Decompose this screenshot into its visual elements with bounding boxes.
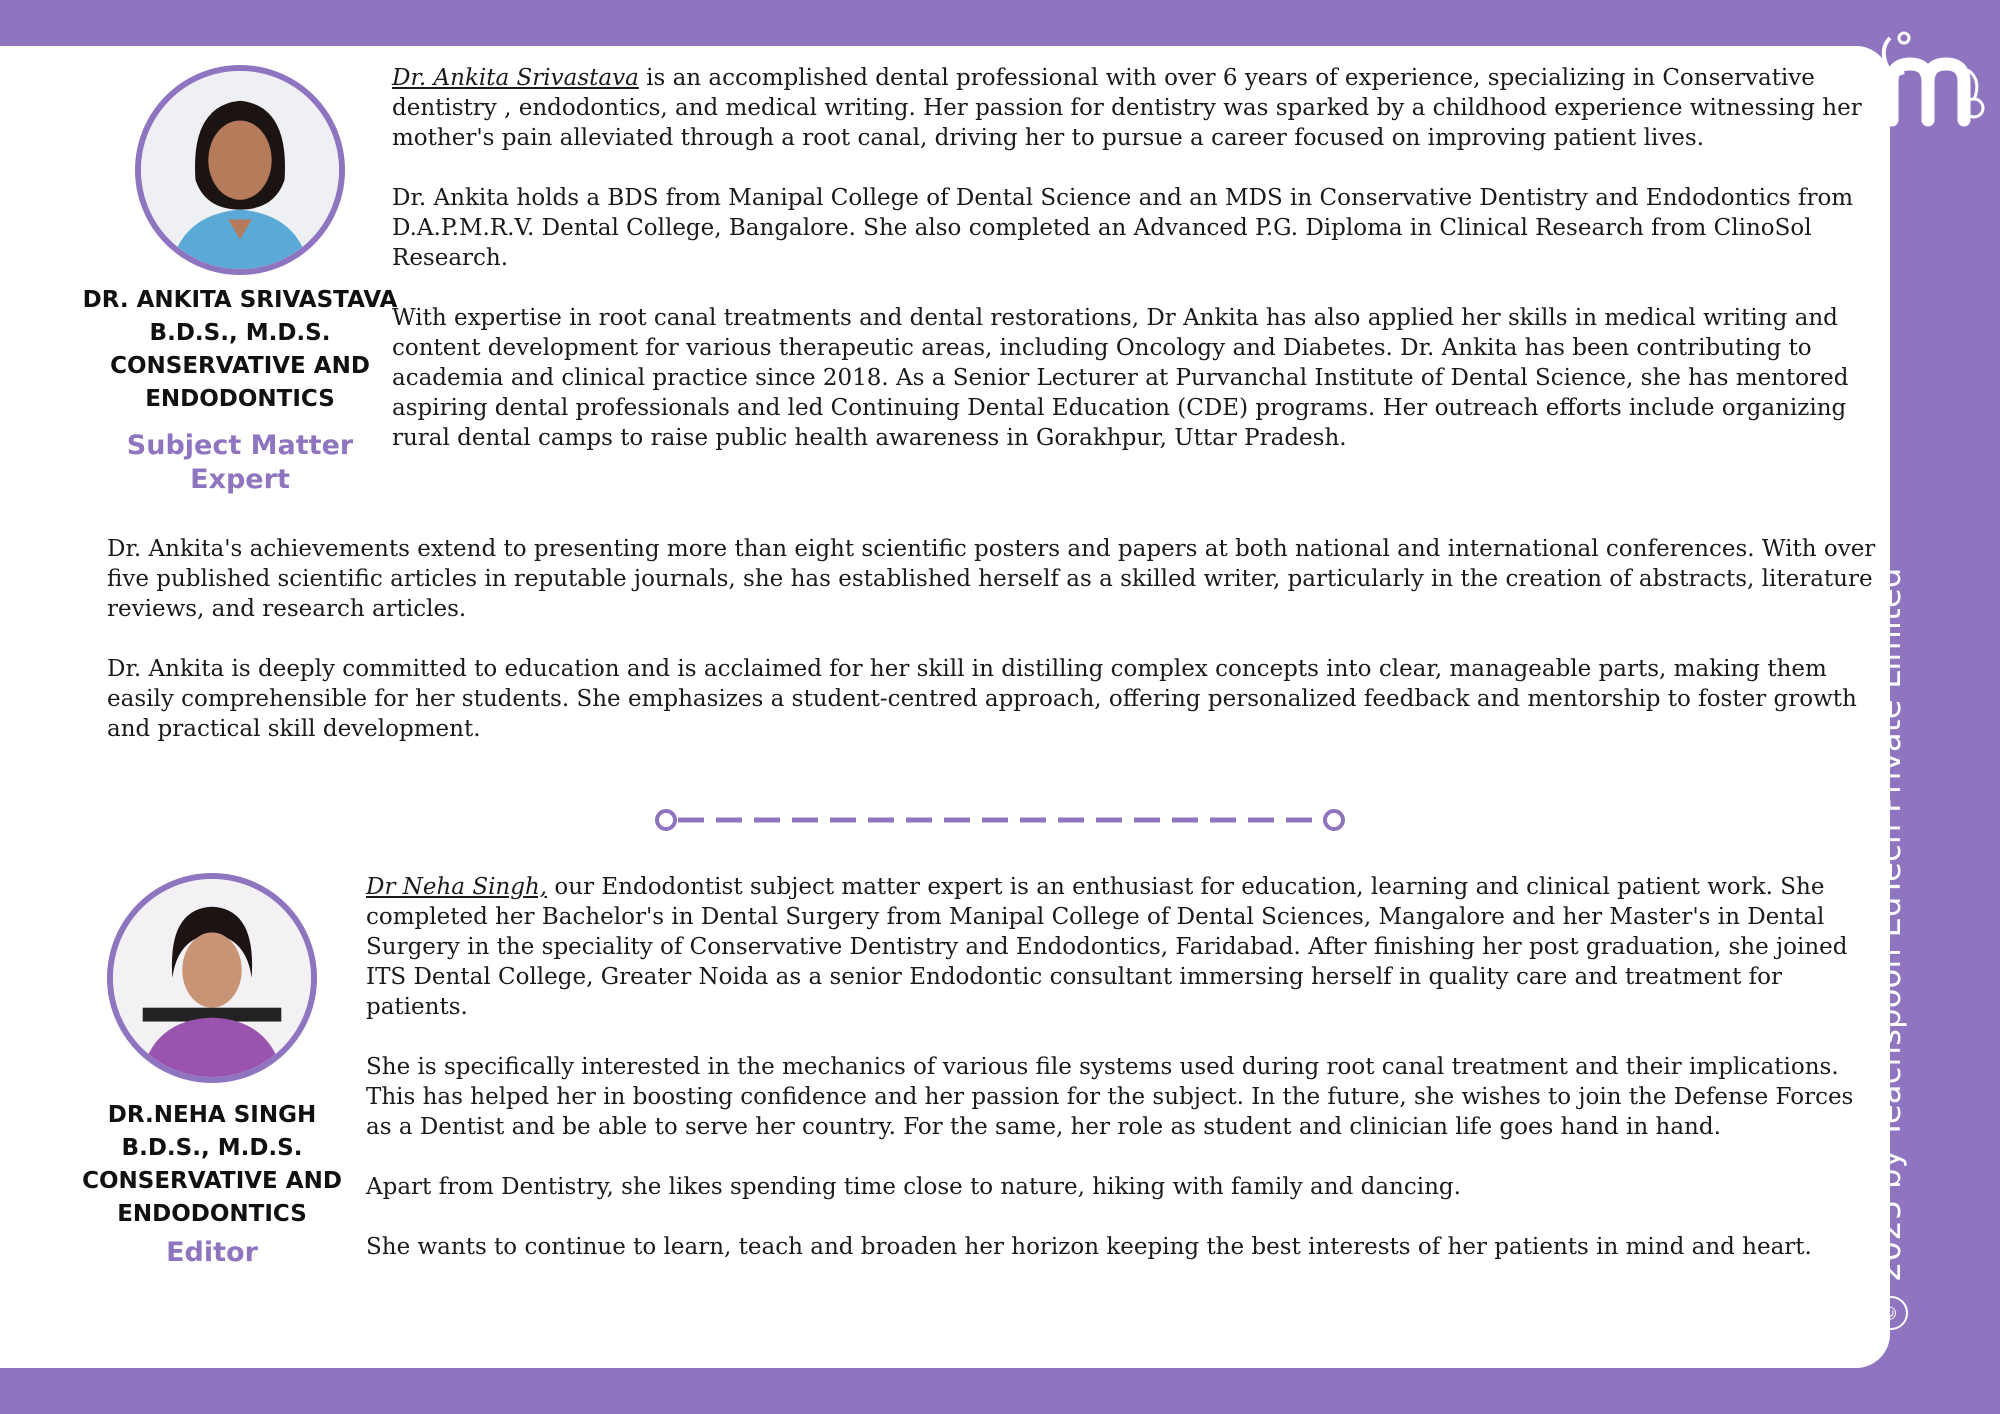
person-photo-icon	[141, 71, 339, 269]
profile1-intro	[392, 63, 1882, 153]
profile2-role	[72, 1236, 352, 1270]
profile1-specialty-line2: ENDODONTICS	[145, 386, 335, 412]
profile1-bio-top	[392, 63, 1882, 483]
profile1-role-line1: Subject Matter	[126, 430, 354, 461]
profile2-degree: B.D.S., M.D.S.	[121, 1135, 303, 1161]
profile1-specialty-line1: CONSERVATIVE AND	[110, 353, 370, 379]
profile1-name: DR. ANKITA SRIVASTAVA	[82, 287, 398, 313]
profile2-specialty-line2: ENDODONTICS	[117, 1201, 307, 1227]
profile1-intro-text: is an accomplished dental professional with over 6 years of experience, specializing in Conservative dentistry , endodontics, and medical writing. Her passion for dentistry was sparked by a childhood experience witnessing her mother's pain alleviated through a root canal, driving her to pursue a career focused on improving patient lives.	[392, 65, 1862, 151]
brand-logo-icon	[1872, 30, 1992, 130]
profile1-role-line2: Expert	[190, 464, 290, 495]
profile2-intro	[366, 872, 1882, 1022]
profile2-name-link[interactable]: Dr Neha Singh,	[366, 874, 548, 900]
profile2-specialty-line1: CONSERVATIVE AND	[82, 1168, 342, 1194]
profile2-role-line1: Editor	[166, 1237, 258, 1268]
profile1-para2: Dr. Ankita holds a BDS from Manipal College of Dental Science and an MDS in Conservative Dentistry and Endodontics from D.A.P.M.R.V. Dental College, Bangalore. She also completed an Advanced P.G. Diploma in Clinical Research from ClinoSol Research.	[392, 185, 1854, 271]
profile1-caption	[80, 284, 400, 416]
profile2-para4: She wants to continue to learn, teach and broaden her horizon keeping the best interests of her patients in mind and heart.	[366, 1234, 1812, 1260]
profile2-caption	[72, 1099, 352, 1231]
profile1-para5: Dr. Ankita is deeply committed to education and is acclaimed for her skill in distilling complex concepts into clear, manageable parts, making them easily comprehensible for her students. She emphasizes a student-centred approach, offering personalized feedback and mentorship to foster growth and practical skill development.	[107, 656, 1857, 742]
avatar-neha	[107, 873, 317, 1083]
profile2-para3: Apart from Dentistry, she likes spending time close to nature, hiking with family and dancing.	[366, 1174, 1461, 1200]
profile2-para2: She is specifically interested in the mechanics of various file systems used during root canal treatment and their implications. This has helped her in boosting confidence and her passion for the subject. In the future, she wishes to join the Defense Forces as a Dentist and be able to serve her country. For the same, her role as student and clinician life goes hand in hand.	[366, 1054, 1854, 1140]
avatar-ankita	[135, 65, 345, 275]
profile1-para4: Dr. Ankita's achievements extend to presenting more than eight scientific posters and papers at both national and international conferences. With over five published scientific articles in reputable journals, she has established herself as a skilled writer, particularly in the creation of abstracts, literature reviews, and research articles.	[107, 536, 1876, 622]
profile2-name: DR.NEHA SINGH	[107, 1102, 317, 1128]
profile1-para3: With expertise in root canal treatments and dental restorations, Dr Ankita has also applied her skills in medical writing and content development for various therapeutic areas, including Oncology and Diabetes. Dr. Ankita has been contributing to academia and clinical practice since 2018. As a Senior Lecturer at Purvanchal Institute of Dental Science, she has mentored aspiring dental professionals and led Continuing Dental Education (CDE) programs. Her outreach efforts include organizing rural dental camps to raise public health awareness in Gorakhpur, Uttar Pradesh.	[392, 305, 1849, 451]
profile1-name-link[interactable]: Dr. Ankita Srivastava	[392, 65, 639, 91]
copyright-text: 2025 by Teachspoon EdTech Private Limited	[1870, 567, 1908, 1282]
profile1-bio-bottom	[107, 534, 1882, 774]
person-photo-icon	[113, 879, 311, 1077]
profile1-degree: B.D.S., M.D.S.	[149, 320, 331, 346]
copyright-icon: ©	[1874, 1296, 1908, 1330]
profile1-role	[100, 429, 380, 497]
section-divider	[650, 806, 1350, 834]
profile2-intro-text: our Endodontist subject matter expert is an enthusiast for education, learning and clinical patient work. She completed her Bachelor's in Dental Surgery from Manipal College of Dental Sciences, Mangalore and her Master's in Dental Surgery in the speciality of Conservative Dentistry and Endodontics, Faridabad. After finishing her post graduation, she joined ITS Dental College, Greater Noida as a senior Endodontic consultant immersing herself in quality care and treatment for patients.	[366, 874, 1848, 1020]
profile2-bio	[366, 872, 1882, 1292]
